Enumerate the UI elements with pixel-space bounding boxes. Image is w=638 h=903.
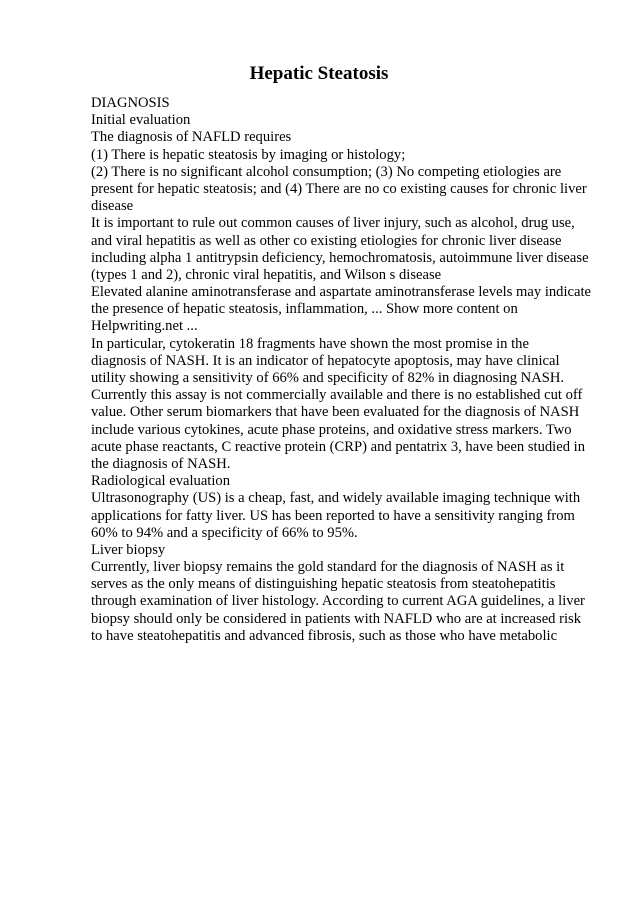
- body-line: serves as the only means of distinguishing hepatic steatosis from steatohepatitis: [91, 576, 556, 593]
- body-line: diagnosis of NASH. It is an indicator of hepatocyte apoptosis, may have clinical: [91, 352, 560, 369]
- body-line: present for hepatic steatosis; and (4) There are no co existing causes for chronic liver: [91, 180, 587, 197]
- body-line: to have steatohepatitis and advanced fibrosis, such as those who have metabolic: [91, 627, 558, 644]
- body-line: including alpha 1 antitrypsin deficiency, hemochromatosis, autoimmune liver disease: [91, 249, 589, 266]
- body-line: Liver biopsy: [91, 541, 166, 558]
- body-line: disease: [91, 198, 134, 215]
- body-line: Ultrasonography (US) is a cheap, fast, and widely available imaging technique with: [91, 490, 581, 507]
- body-line: Currently, liver biopsy remains the gold standard for the diagnosis of NASH as it: [91, 559, 565, 576]
- body-line: Currently this assay is not commercially available and there is no established cut off: [91, 387, 583, 404]
- body-line: Elevated alanine aminotransferase and aspartate aminotransferase levels may indicate: [91, 284, 592, 301]
- body-line: the diagnosis of NASH.: [91, 455, 231, 472]
- body-line: (2) There is no significant alcohol consumption; (3) No competing etiologies are: [91, 163, 562, 180]
- body-line: include various cytokines, acute phase proteins, and oxidative stress markers. Two: [91, 421, 572, 438]
- body-line: utility showing a sensitivity of 66% and specificity of 82% in diagnosing NASH.: [91, 370, 565, 386]
- body-line: 60% to 94% and a specificity of 66% to 95%.: [91, 524, 358, 541]
- body-line: In particular, cytokeratin 18 fragments have shown the most promise in the: [91, 335, 529, 352]
- body-line: (1) There is hepatic steatosis by imaging or histology;: [91, 146, 406, 163]
- body-line: and viral hepatitis as well as other co existing etiologies for chronic liver disease: [91, 232, 562, 249]
- body-line: It is important to rule out common causes of liver injury, such as alcohol, drug use,: [91, 215, 575, 232]
- body-line: Initial evaluation: [91, 112, 191, 129]
- body-line: Helpwriting.net ...: [91, 318, 198, 335]
- body-line: The diagnosis of NAFLD requires: [91, 129, 292, 146]
- body-line: DIAGNOSIS: [91, 95, 170, 111]
- document-title: Hepatic Steatosis: [249, 63, 389, 84]
- body-line: through examination of liver histology. According to current AGA guidelines, a liver: [91, 593, 585, 610]
- body-line: the presence of hepatic steatosis, inflammation, ... Show more content on: [91, 301, 518, 318]
- body-line: biopsy should only be considered in patients with NAFLD who are at increased risk: [91, 610, 582, 627]
- body-line: (types 1 and 2), chronic viral hepatitis, and Wilson s disease: [91, 266, 442, 283]
- document-body: [91, 95, 591, 645]
- body-line: applications for fatty liver. US has been reported to have a sensitivity ranging from: [91, 507, 575, 524]
- body-line: value. Other serum biomarkers that have been evaluated for the diagnosis of NASH: [91, 404, 580, 421]
- body-line: acute phase reactants, C reactive protein (CRP) and pentatrix 3, have been studied in: [91, 438, 585, 455]
- body-line: Radiological evaluation: [91, 473, 231, 490]
